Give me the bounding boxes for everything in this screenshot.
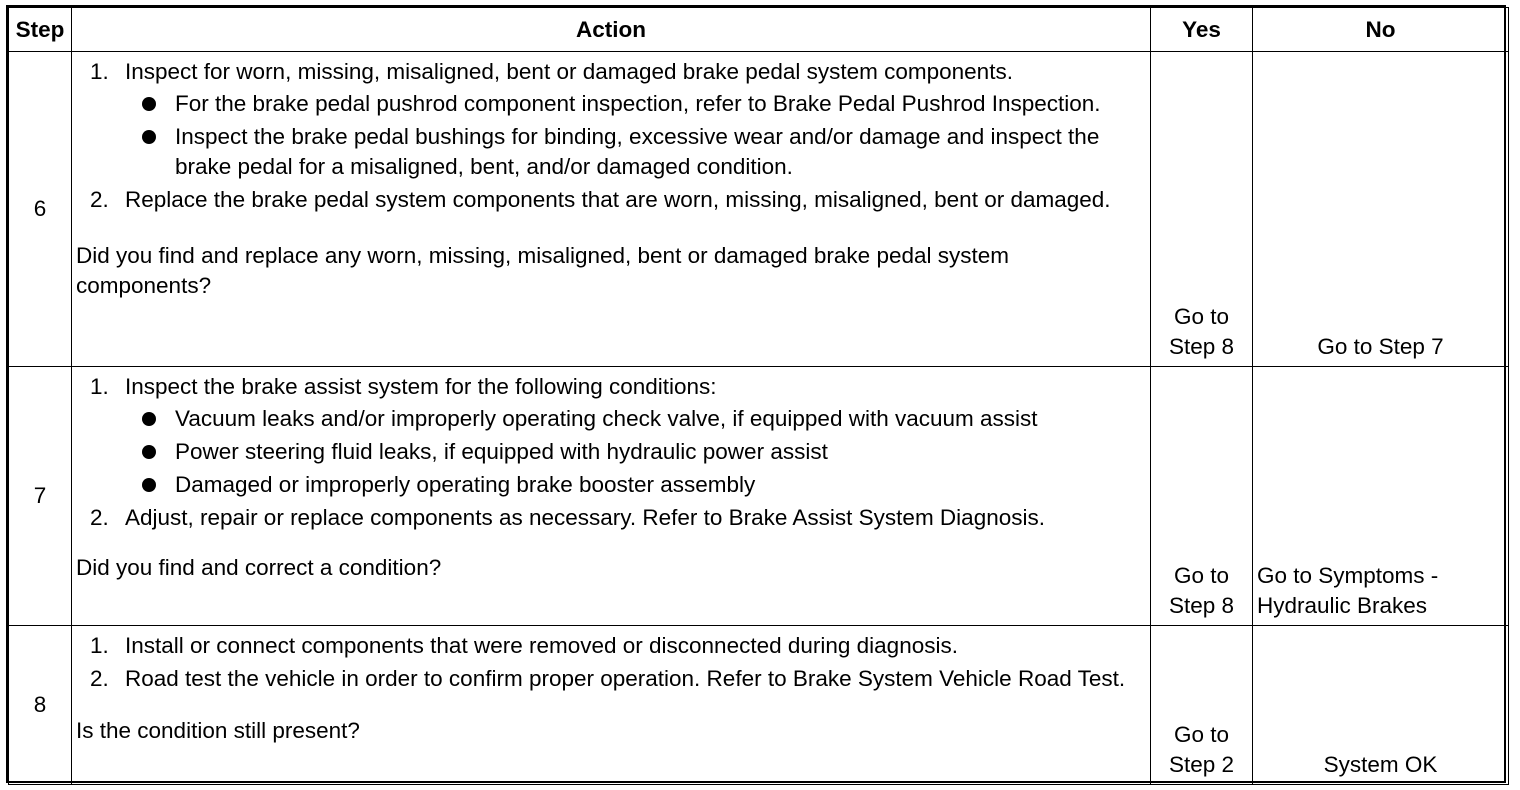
bullet-item: [125, 122, 1146, 182]
bullet-icon: [142, 412, 156, 426]
bullet-item: [125, 404, 1146, 434]
step-bullets: [125, 89, 1146, 182]
header-yes: Yes: [1151, 8, 1253, 52]
header-step: Step: [9, 8, 72, 52]
step-number: 6: [9, 52, 72, 367]
step-text: Road test the vehicle in order to confirm proper operation. Refer to Brake System Vehicle Road Test.: [125, 666, 1126, 691]
bullet-text: Vacuum leaks and/or improperly operating check valve, if equipped with vacuum assist: [175, 406, 1038, 431]
step-text: Inspect for worn, missing, misaligned, bent or damaged brake pedal system components.: [125, 59, 1013, 84]
action-step: [76, 631, 1146, 661]
bullet-item: [125, 470, 1146, 500]
step-index: 2.: [90, 187, 109, 212]
step-text: Inspect the brake assist system for the following conditions:: [125, 374, 717, 399]
action-question: Is the condition still present?: [76, 718, 360, 743]
diagnostic-table-frame: [6, 5, 1506, 783]
header-action: Action: [72, 8, 1151, 52]
no-cell: Go to Step 7: [1253, 52, 1509, 367]
header-no: No: [1253, 8, 1509, 52]
step-text: Install or connect components that were removed or disconnected during diagnosis.: [125, 633, 958, 658]
bullet-text: For the brake pedal pushrod component inspection, refer to Brake Pedal Pushrod Inspection.: [175, 91, 1101, 116]
yes-cell: Go to Step 2: [1151, 626, 1253, 785]
action-steps: [76, 631, 1146, 694]
table-row: [9, 626, 1509, 785]
action-step: [76, 57, 1146, 182]
step-index: 2.: [90, 505, 109, 530]
action-question: Did you find and correct a condition?: [76, 555, 442, 580]
step-text: Replace the brake pedal system components that are worn, missing, misaligned, bent or damaged.: [125, 187, 1111, 212]
header-row: [9, 8, 1509, 52]
diagnostic-table: [8, 7, 1509, 785]
step-index: 2.: [90, 666, 109, 691]
step-index: 1.: [90, 59, 109, 84]
action-step: [76, 185, 1146, 215]
bullet-icon: [142, 97, 156, 111]
bullet-icon: [142, 478, 156, 492]
action-step: [76, 503, 1146, 533]
bullet-item: [125, 89, 1146, 119]
bullet-icon: [142, 445, 156, 459]
step-index: 1.: [90, 633, 109, 658]
action-cell: [72, 626, 1151, 785]
bullet-text: Inspect the brake pedal bushings for binding, excessive wear and/or damage and inspect the brake pedal for a misaligned, bent, and/or damaged condition.: [175, 124, 1100, 179]
step-bullets: [125, 404, 1146, 500]
yes-cell: Go to Step 8: [1151, 367, 1253, 626]
step-number: 7: [9, 367, 72, 626]
step-index: 1.: [90, 374, 109, 399]
action-step: [76, 372, 1146, 500]
no-cell: Go to Symptoms - Hydraulic Brakes: [1253, 367, 1509, 626]
bullet-icon: [142, 130, 156, 144]
bullet-item: [125, 437, 1146, 467]
step-text: Adjust, repair or replace components as necessary. Refer to Brake Assist System Diagnosis.: [125, 505, 1045, 530]
bullet-text: Power steering fluid leaks, if equipped with hydraulic power assist: [175, 439, 828, 464]
action-step: [76, 664, 1146, 694]
action-steps: [76, 372, 1146, 533]
no-cell: System OK: [1253, 626, 1509, 785]
step-number: 8: [9, 626, 72, 785]
action-cell: [72, 367, 1151, 626]
table-row: [9, 367, 1509, 626]
yes-cell: Go to Step 8: [1151, 52, 1253, 367]
action-steps: [76, 57, 1146, 215]
table-row: [9, 52, 1509, 367]
action-cell: [72, 52, 1151, 367]
action-question: Did you find and replace any worn, missing, misaligned, bent or damaged brake pedal system components?: [76, 243, 1010, 298]
bullet-text: Damaged or improperly operating brake booster assembly: [175, 472, 756, 497]
